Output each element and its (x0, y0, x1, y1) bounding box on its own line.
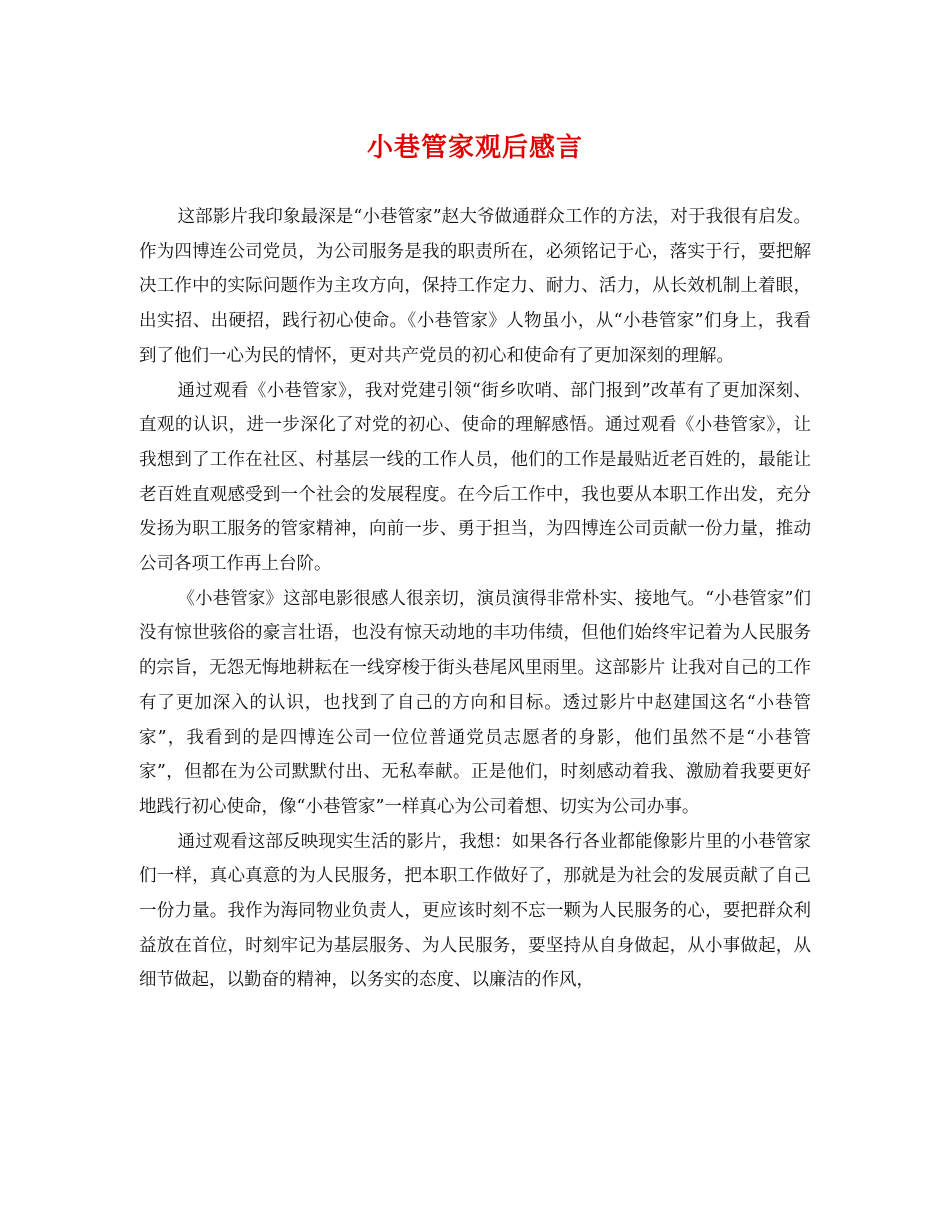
paragraph-2: 通过观看《小巷管家》，我对党建引领“街乡吹哨、部门报到”改革有了更加深刻、直观的认识，进一步深化了对党的初心、使命的理解感悟。通过观看《小巷管家》，让我想到了工作在社区、村基层一线的工作人员，他们的工作是最贴近老百姓的，最能让老百姓直观感受到一个社会的发展程度。在今后工作中，我也要从本职工作出发，充分发扬为职工服务的管家精神，向前一步、勇于担当，为四博连公司贡献一份力量，推动公司各项工作再上台阶。 (139, 380, 811, 575)
document-title: 小巷管家观后感言 (366, 133, 583, 163)
paragraph-1: 这部影片我印象最深是“小巷管家”赵大爷做通群众工作的方法，对于我很有启发。作为四博连公司党员，为公司服务是我的职责所在，必须铭记于心，落实于行，要把解决工作中的实际问题作为主攻方向，保持工作定力、耐力、活力，从长效机制上着眼，出实招、出硬招，践行初心使命。《小巷管家》人物虽小，从“小巷管家”们身上，我看到了他们一心为民的情怀，更对共产党员的初心和使命有了更加深刻的理解。 (139, 207, 811, 366)
paragraph-4: 通过观看这部反映现实生活的影片，我想：如果各行各业都能像影片里的小巷管家们一样，真心真意的为人民服务，把本职工作做好了，那就是为社会的发展贡献了自己一份力量。我作为海同物业负责人，更应该时刻不忘一颗为人民服务的心，要把群众利益放在首位，时刻牢记为基层服务、为人民服务，要坚持从自身做起，从小事做起，从细节做起，以勤奋的精神，以务实的态度、以廉洁的作风， (139, 831, 811, 991)
paragraph-3: 《小巷管家》这部电影很感人很亲切，演员演得非常朴实、接地气。“小巷管家”们没有惊世骇俗的豪言壮语，也没有惊天动地的丰功伟绩，但他们始终牢记着为人民服务的宗旨，无怨无悔地耕耘在一线穿梭于街头巷尾风里雨里。这部影片 让我对自己的工作有了更加深入的认识，也找到了自己的方向和目标。透过影片中赵建国这名“小巷管家”，我看到的是四博连公司一位位普通党员志愿者的身影，他们虽然不是“小巷管家”，但都在为公司默默付出、无私奉献。正是他们，时刻感动着我、激励着我要更好地践行初心使命，像“小巷管家”一样真心为公司着想、切实为公司办事。 (139, 588, 811, 817)
document-body (139, 200, 811, 998)
